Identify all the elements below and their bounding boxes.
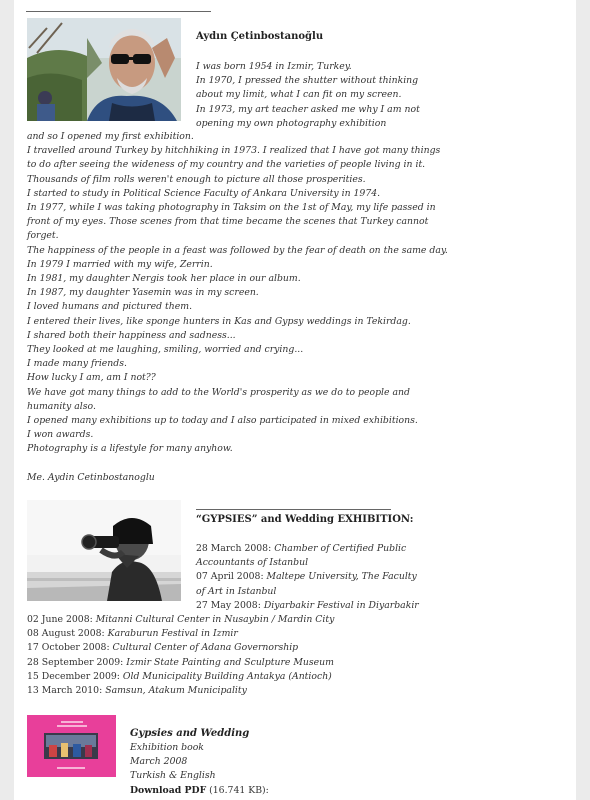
download-pdf-link[interactable]: Download PDF: [130, 784, 207, 796]
exhibition-venue: Diyarbakir Festival in Diyarbakir: [263, 599, 419, 611]
book-cover-image[interactable]: [27, 715, 116, 777]
bio-line: I made many friends.: [27, 358, 127, 370]
bio-line: to do after seeing the wideness of my country and the varieties of people living in it.: [27, 159, 426, 171]
book-type: Exhibition book: [130, 742, 204, 753]
exhibition-entry: [27, 641, 427, 655]
exhibition-entry: [27, 656, 427, 670]
bio-line: I entered their lives, like sponge hunters in Kas and Gypsy weddings in Tekirdag.: [27, 315, 411, 327]
download-pdf-row: [130, 784, 269, 798]
bio-line: The happiness of the people in a feast was followed by the fear of death on the same day.: [27, 244, 448, 256]
exhibition-entry: [27, 670, 427, 684]
bio-line: I travelled around Turkey by hitchhiking in 1973. I realized that I have got many things: [27, 145, 441, 157]
exhibition-venue: Old Municipality Building Antakya (Antioch): [122, 670, 332, 682]
exhibition-date: 02 June 2008:: [27, 614, 96, 625]
exhibition-venue: Maltepe University, The Faculty: [266, 571, 417, 583]
exhibition-venue: Mitanni Cultural Center in Nusaybin / Mardin City: [95, 614, 335, 625]
bio-line: I opened many exhibitions up to today and I also participated in mixed exhibitions.: [27, 415, 418, 427]
exhibition-entry: [196, 556, 416, 570]
book-details: [130, 727, 269, 798]
exhibition-entry: [27, 627, 427, 641]
bio-line: Thousands of film rolls weren't enough to picture all those prosperities.: [27, 173, 366, 185]
bio-line: How lucky I am, am I not??: [27, 372, 156, 384]
exhibition-entry: [27, 613, 427, 627]
bio-line: In 1979 I married with my wife, Zerrin.: [27, 258, 213, 270]
bio-line: They looked at me laughing, smiling, worried and crying...: [27, 344, 304, 356]
bio-signature: Me. Aydin Cetinbostanoglu: [27, 472, 155, 483]
exhibition-venue: of Art in Istanbul: [196, 585, 277, 597]
photographer-photo: [27, 500, 181, 601]
bio-line: I loved humans and pictured them.: [27, 301, 193, 313]
book-date: March 2008: [130, 756, 188, 768]
bio-line: I shared both their happiness and sadness...: [27, 329, 236, 341]
exhibition-venue: Chamber of Certified Public: [274, 543, 407, 554]
bio-line: forget.: [27, 230, 59, 242]
portrait-photo: [27, 18, 181, 121]
exhibition-date: 17 October 2008:: [27, 642, 113, 654]
bio-line: about my limit, what I can fit on my screen.: [196, 89, 402, 101]
exhibition-entry: [196, 542, 416, 556]
exhibition-title: “GYPSIES” and Wedding EXHIBITION:: [196, 514, 414, 525]
bio-line: opening my own photography exhibition: [196, 117, 387, 129]
bio-text-narrow: [196, 60, 418, 131]
bio-line: In 1981, my daughter Nergis took her place in our album.: [27, 273, 301, 285]
bio-line: We have got many things to add to the World's prosperity as we do to people and: [27, 386, 410, 398]
bio-line: In 1977, while I was taking photography in Taksim on the 1st of May, my life passed in: [27, 202, 436, 214]
exhibition-date: 27 May 2008:: [196, 599, 264, 611]
bio-line: In 1973, my art teacher asked me why I am not: [196, 103, 420, 115]
exhibition-entry: [196, 599, 419, 613]
bio-line: I started to study in Political Science Faculty of Ankara University in 1974.: [27, 187, 381, 199]
bio-title: Aydın Çetinbostanoğlu: [196, 31, 324, 42]
exhibition-venue: Izmir State Painting and Sculpture Museum: [126, 656, 334, 668]
bio-line: I was born 1954 in Izmir, Turkey.: [196, 61, 352, 72]
bio-line: In 1970, I pressed the shutter without thinking: [196, 75, 419, 87]
top-divider: [26, 11, 211, 12]
exhibition-venue: Karaburun Festival in Izmir: [107, 628, 238, 640]
exhibition-entry: [196, 585, 416, 599]
book-title: Gypsies and Wedding: [130, 728, 250, 739]
page-frame-left: [0, 0, 14, 800]
exhibition-date: 13 March 2010:: [27, 685, 106, 697]
exhibition-venue: Accountants of Istanbul: [196, 557, 309, 569]
exhibition-venue: Cultural Center of Adana Governorship: [112, 642, 299, 654]
main-content: [14, 0, 576, 800]
exhibition-date: 15 December 2009:: [27, 670, 123, 682]
exhibition-venue: Samsun, Atakum Municipality: [105, 685, 247, 697]
bio-line: humanity also.: [27, 400, 96, 412]
exhibition-date: 28 September 2009:: [27, 656, 127, 668]
download-pdf-size: (16.741 KB):: [206, 784, 269, 796]
exhibition-divider: [196, 509, 391, 510]
exhibition-date: 07 April 2008:: [196, 571, 267, 583]
page-frame-right: [576, 0, 590, 800]
book-languages: Turkish & English: [130, 770, 216, 782]
exhibition-date: 28 March 2008:: [196, 543, 275, 554]
bio-line: I won awards.: [27, 429, 94, 441]
bio-line: front of my eyes. Those scenes from that time became the scenes that Turkey cannot: [27, 216, 429, 228]
bio-text-wide: [27, 130, 448, 457]
exhibition-list-narrow: [196, 542, 419, 613]
exhibition-entry: [27, 684, 427, 698]
exhibition-list-wide: [27, 613, 427, 698]
bio-line: In 1987, my daughter Yasemin was in my screen.: [27, 287, 259, 299]
bio-line: Photography is a lifestyle for many anyhow.: [27, 443, 233, 455]
exhibition-entry: [196, 570, 416, 584]
bio-line: and so I opened my first exhibition.: [27, 131, 194, 142]
exhibition-date: 08 August 2008:: [27, 628, 108, 640]
